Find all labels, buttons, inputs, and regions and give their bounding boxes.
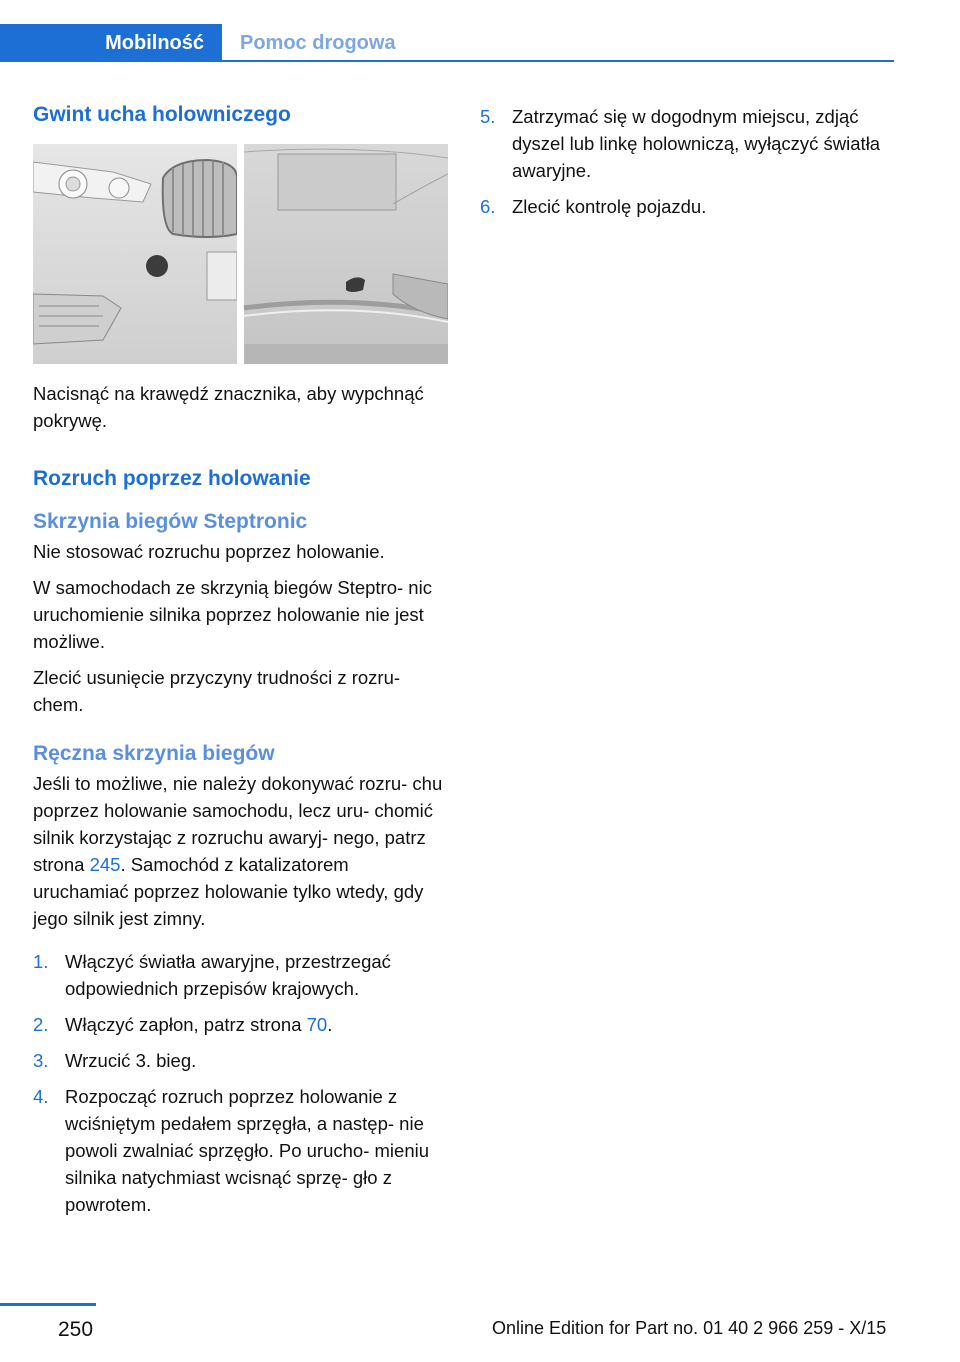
step-number: 3. [33,1050,49,1071]
list-item [480,103,895,184]
paragraph-text: . Samochód z katalizatorem uruchamiać poprzez holowanie tylko wtedy, gdy jego silnik jest zimny. [33,854,424,929]
subheading-steptronic: Skrzynia biegów Steptronic [33,510,308,533]
step-text: Włączyć światła awaryjne, przestrzegać odpowiednich przepisów krajowych. [65,951,391,999]
caption-paragraph: Nacisnąć na krawędź znacznika, aby wypchnąć pokrywę. [33,383,424,431]
tab-mobilnosc[interactable]: Mobilność [0,24,222,62]
page-number: 250 [58,1318,94,1341]
step-number: 5. [480,106,496,127]
paragraph-steptronic-2: W samochodach ze skrzynią biegów Steptro‐ nic uruchomienie silnika poprzez holowanie nie jest możliwe. [33,577,432,652]
step-text: Rozpocząć rozruch poprzez holowanie z wciśniętym pedałem sprzęgła, a następ‐ nie powoli zwalniać sprzęgło. Po urucho‐ mieniu silnika natychmiast wcisnąć sprzę‐ gło z powrotem. [65,1086,430,1215]
step-number: 1. [33,951,49,972]
step-text-part: . [327,1014,333,1035]
paragraph-text: Jeśli to możliwe, nie należy dokonywać rozru‐ chu poprzez holowanie samochodu, lecz uru‐ chomić silnik korzystając z rozruchu awaryj‐ nego, patrz strona [33,773,443,875]
subheading-manual-gearbox: Ręczna skrzynia biegów [33,742,275,765]
footer-rule [0,1303,96,1306]
list-item [33,1083,448,1218]
list-item [33,1011,448,1038]
tab-pomoc-drogowa[interactable]: Pomoc drogowa [240,31,396,54]
step-number: 6. [480,196,496,217]
list-item [480,193,895,220]
step-text: Wrzucić 3. bieg. [65,1050,197,1071]
tow-eye-drawing [33,144,448,364]
paragraph-manual-gearbox [33,770,448,932]
left-column [33,100,448,1218]
header-tabbar [0,24,894,62]
header-rule [222,60,894,62]
step-text: Zlecić kontrolę pojazdu. [512,196,707,217]
steps-list-left [33,948,448,1218]
list-item [33,1047,448,1074]
paragraph-steptronic-3: Zlecić usunięcie przyczyny trudności z rozru‐ chem. [33,667,401,715]
page-link-70[interactable]: 70 [306,1014,328,1035]
edition-note: Online Edition for Part no. 01 40 2 966 259 - X/15 [492,1318,887,1338]
steps-list-right [480,103,895,220]
list-item [33,948,448,1002]
step-text-part: Włączyć zapłon, patrz strona [65,1014,307,1035]
step-text [65,1011,448,1038]
page-link-245[interactable]: 245 [89,854,121,875]
section-title-tow-thread: Gwint ucha holowniczego [33,103,291,126]
section-title-tow-start: Rozruch poprzez holowanie [33,467,311,490]
paragraph-steptronic-1: Nie stosować rozruchu poprzez holowanie. [33,541,385,562]
step-number: 4. [33,1086,49,1107]
right-column [480,100,895,220]
step-text: Zatrzymać się w dogodnym miejscu, zdjąć dyszel lub linkę holowniczą, wyłączyć światła awaryjne. [512,106,881,181]
tow-eye-illustration [33,144,448,364]
step-number: 2. [33,1014,49,1035]
